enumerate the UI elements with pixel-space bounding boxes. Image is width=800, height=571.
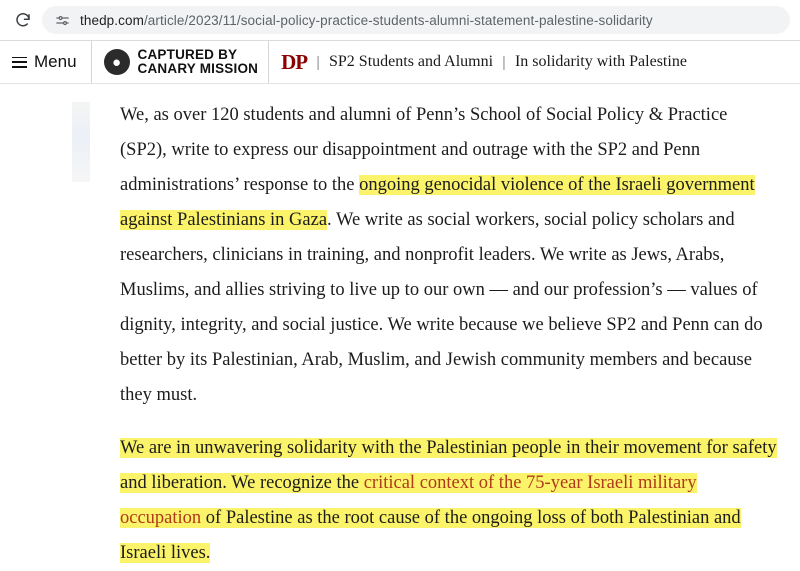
headline-separator-2: | — [502, 53, 506, 71]
browser-toolbar — [0, 0, 800, 40]
paragraph-2-text-b-red: critical context of the 75-year Israeli military occupation — [120, 473, 697, 528]
page-scroll-artifact — [72, 102, 90, 182]
hamburger-icon — [12, 57, 27, 68]
headline-separator-1: | — [316, 53, 320, 71]
menu-label: Menu — [34, 52, 77, 71]
reload-icon[interactable] — [10, 7, 36, 33]
dp-headline-group — [269, 49, 687, 74]
site-settings-icon[interactable] — [54, 12, 70, 28]
article-section: SP2 Students and Alumni — [329, 53, 494, 70]
paragraph-2-text-a: We are in unwavering solidarity with the Palestinian people in their movement for safety and liberation. We recognize the — [120, 438, 777, 493]
captured-line-2: CANARY MISSION — [137, 61, 259, 76]
paragraph-1-text-a: We, as over 120 students and alumni of Penn’s School of Social Policy & Practice (SP2), write to express our disappointment and outrage with the SP2 and Penn administrations’ response to the — [120, 105, 728, 195]
canary-mission-banner — [0, 41, 800, 83]
url-text[interactable] — [80, 13, 653, 28]
paragraph-2-text-c: of Palestine as the root cause of the ongoing loss of both Palestinian and Israeli lives. — [120, 508, 741, 563]
menu-button[interactable] — [8, 52, 87, 72]
canary-bird-icon: ● — [104, 49, 130, 75]
paragraph-1-text-b: . We write as social workers, social policy scholars and researchers, clinicians in training, and nonprofit leaders. We write as Jews, Arabs, Muslims, and allies striving to live up to our own — and our profession’s — values of dignity, integrity, and social justice. We write because we believe SP2 and Penn can do better by its Palestinian, Arab, Muslim, and Jewish community members and because they must. — [120, 210, 763, 405]
article-paragraph-2 — [120, 431, 778, 571]
highlight-genocidal-violence: ongoing genocidal violence of the Israeli government against Palestinians in Gaza — [120, 175, 755, 230]
article-headline: In solidarity with Palestine — [514, 53, 687, 70]
address-bar[interactable] — [42, 6, 790, 34]
captured-by-text — [138, 48, 259, 76]
highlight-solidarity — [120, 438, 777, 563]
article-paragraph-1 — [120, 98, 778, 413]
dp-logo[interactable]: DP — [281, 49, 308, 74]
url-host: thedp.com — [80, 12, 144, 28]
captured-by-block — [92, 41, 270, 83]
url-path: /article/2023/11/social-policy-practice-students-alumni-statement-palestine-solidarity — [143, 12, 653, 28]
article-body — [0, 84, 800, 563]
captured-line-1: CAPTURED BY — [137, 47, 238, 62]
